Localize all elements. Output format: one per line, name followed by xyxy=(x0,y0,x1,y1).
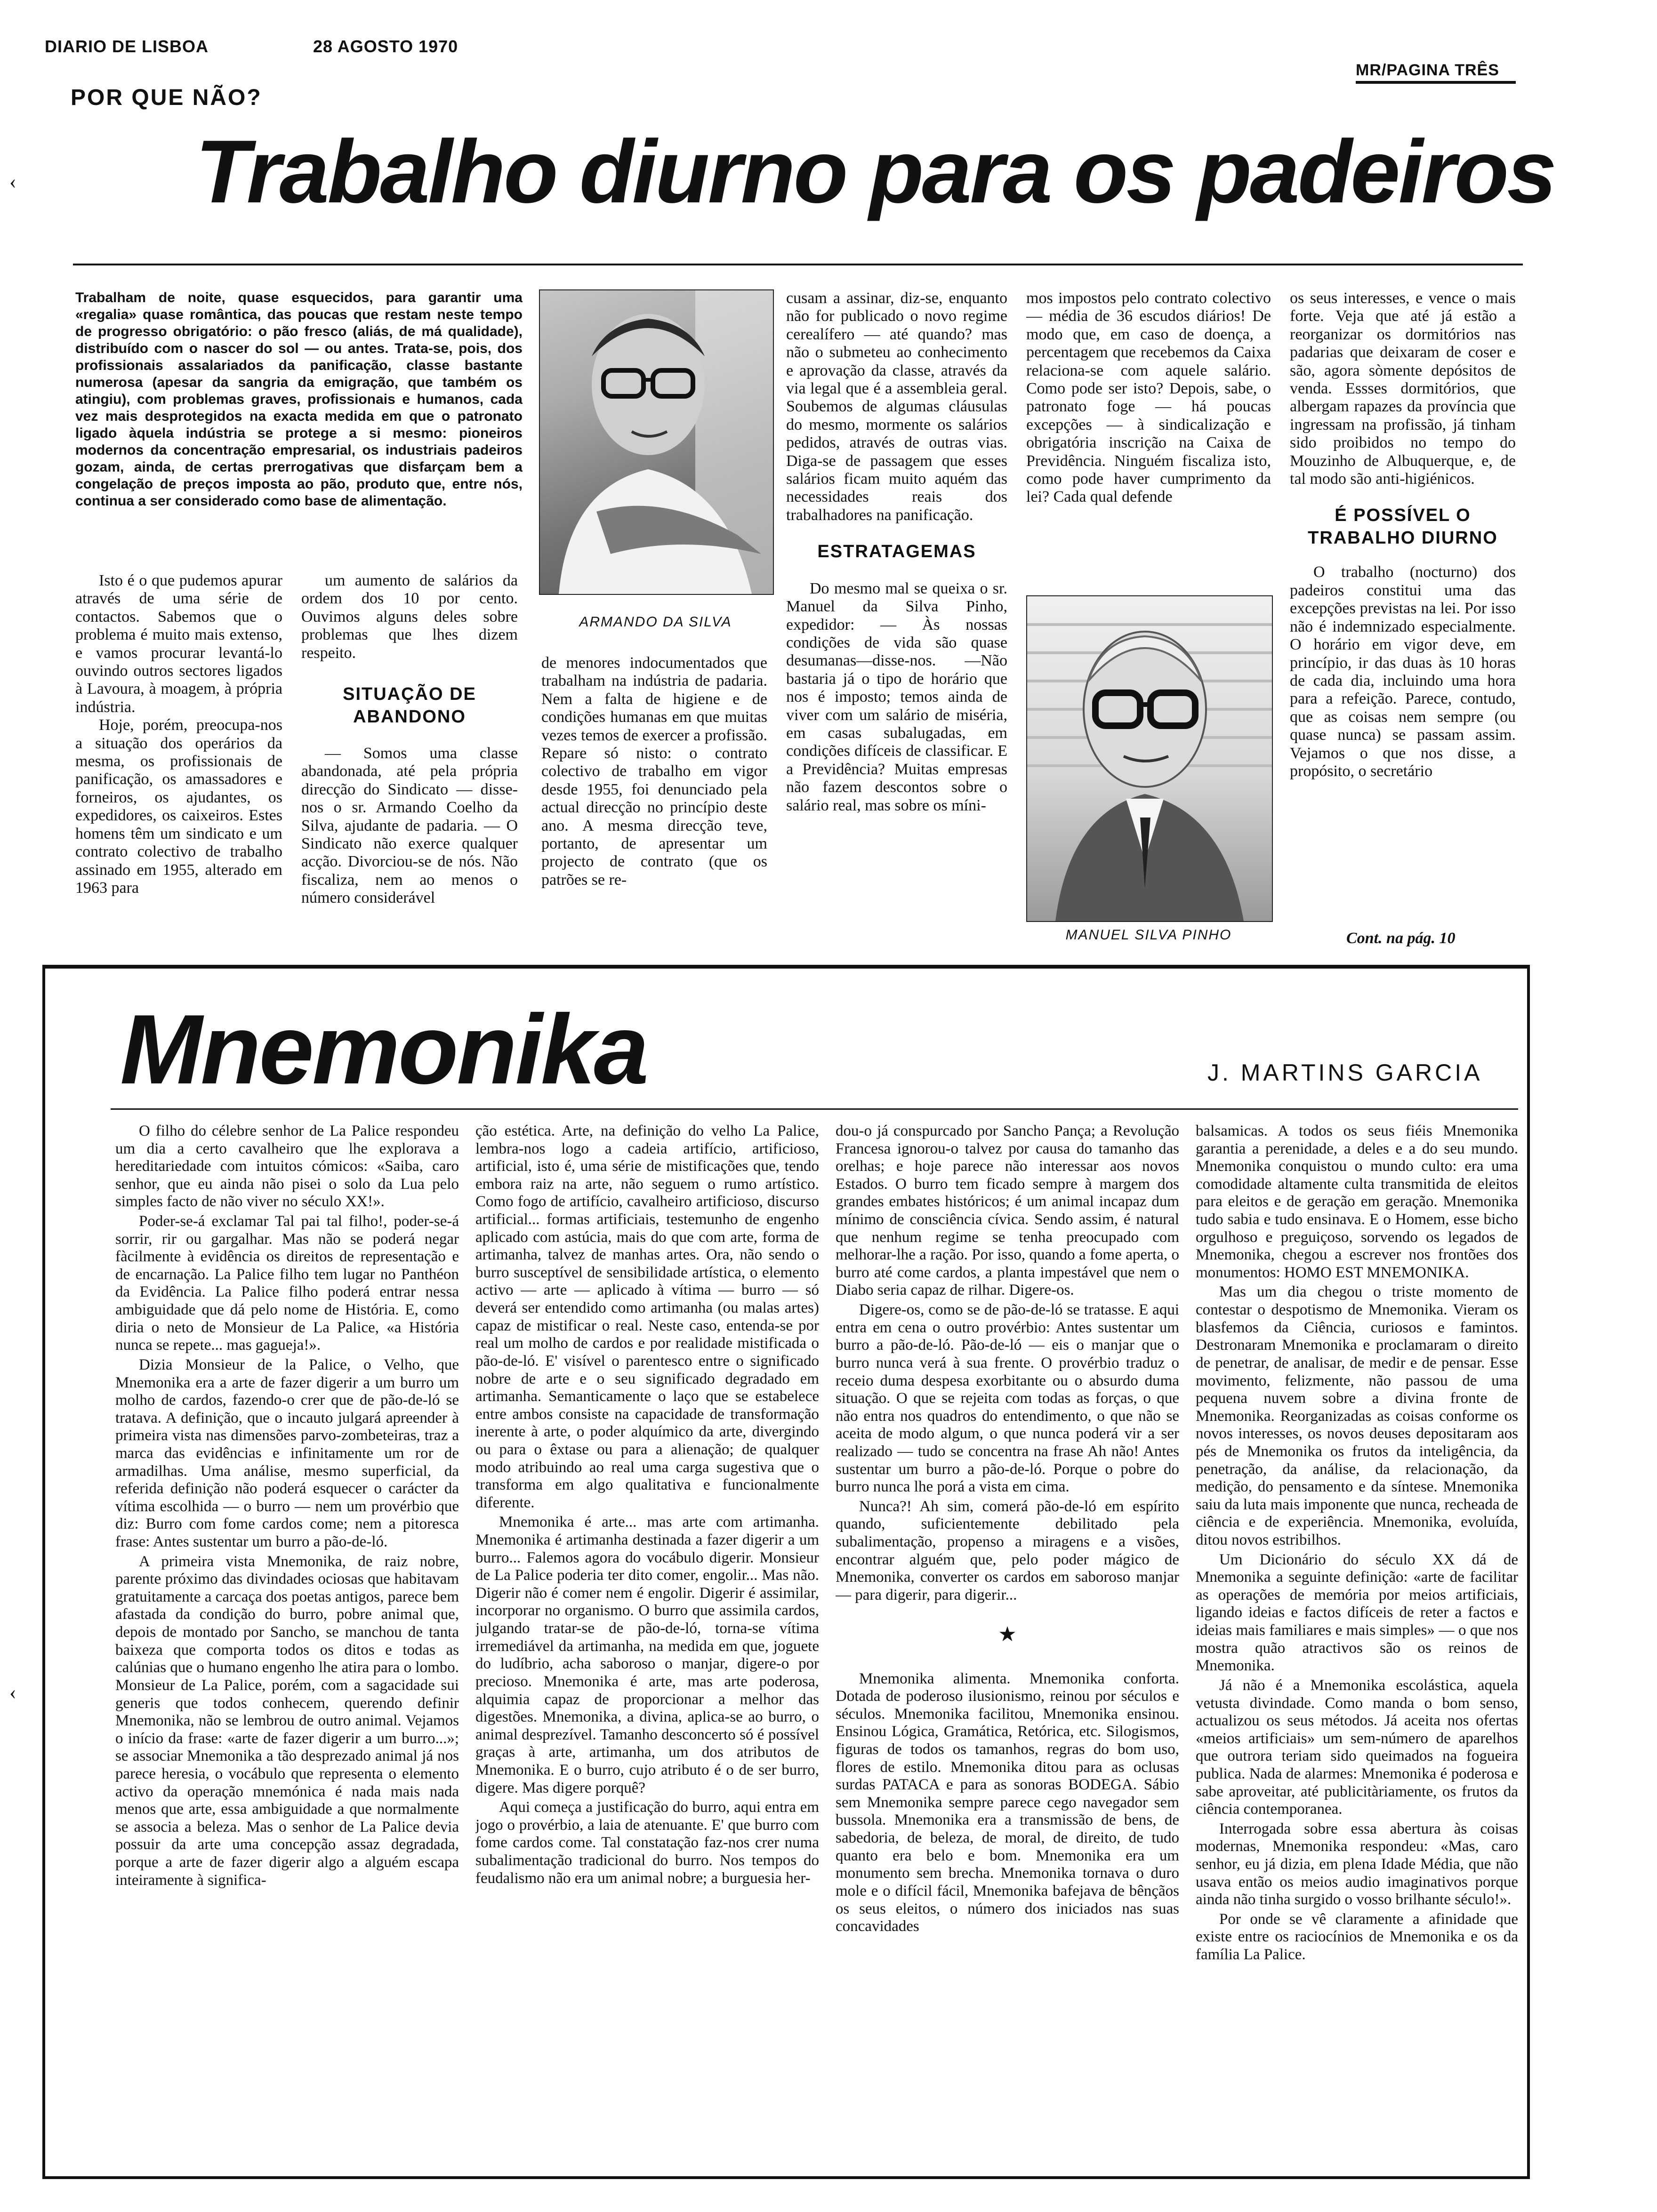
page-section: MR/PAGINA TRÊS xyxy=(1356,61,1499,79)
paper-name: DIARIO DE LISBOA xyxy=(45,37,209,56)
portrait-manuel xyxy=(1027,596,1272,921)
m-col4-p2: Mas um dia chegou o triste momento de contestar o despotismo de Mnemonika. Vieram os blasfemos da Ciência, curiosos e famintos. Destronaram Mnemonika e proclamaram o direito de penetrar, de analisar, de medir e de pensar. Esse movimento, felizmente, não passou de uma pequena nuvem sobre a divina fronte de Mnemonika. Reorganizadas as coisas conforme os novos interesses, os novos deuses depositaram aos pés de Mnemonika os frutos da inteligência, da penetração, da análise, da relacionação, da medição, do pensamento e da síntese. Mnemonika saiu da luta mais imponente que nunca, recheada de ciência e de experiência. Mnemonika, evoluída, ditou novos estribilhos. xyxy=(1196,1283,1518,1549)
subhead-estratagemas: ESTRATAGEMAS xyxy=(817,542,976,562)
m-col1-p1: O filho do célebre senhor de La Palice respondeu um dia a certo cavalheiro que lhe explorava a hereditariedade com intuitos cómicos: «Saiba, caro senhor, que eu ainda não pisei o solo da Lua pelo simples facto de não viver no século XX!». xyxy=(115,1122,459,1210)
continued-note: Cont. na pág. 10 xyxy=(1346,930,1456,947)
mnemonika-col4 xyxy=(1196,1122,1518,2163)
col2b-text: — Somos uma classe abandonada, até pela própria direcção do Sindicato — disse-nos o sr. Armando Coelho da Silva, ajudante de padaria. — O Sindicato não exerce qualquer acção. Divorciou-se de nós. Não fiscaliza, nem ao menos o número considerável xyxy=(301,745,518,907)
mnemonika-rule xyxy=(111,1108,1518,1110)
m-col2-p3: Aqui começa a justificação do burro, aqui entra em jogo o provérbio, a laia de atenuante. E' que burro com fome cardos come. Tal constatação faz-nos crer numa subalimentação tradicional do burro. Nos tempos do feudalismo não era um animal nobre; a burguesia her- xyxy=(475,1799,819,1887)
m-col4-p6: Por onde se vê claramente a afinidade que existe entre os raciocínios de Mnemonika e os da família La Palice. xyxy=(1196,1910,1518,1964)
mnemonika-col3 xyxy=(836,1122,1179,2163)
article1-col2 xyxy=(301,572,518,958)
col1b-text: Hoje, porém, preocupa-nos a situação dos operários da mesma, os profissionais de panificação, os amassadores e forneiros, os ajudantes, os expedidores, os caixeiros. Estes homens têm um sindicato e um contrato colectivo de trabalho assinado em 1955, alterado em 1963 para xyxy=(75,716,282,897)
side-arrow-icon: ‹ xyxy=(9,1681,16,1704)
caption-manuel: MANUEL SILVA PINHO xyxy=(1065,927,1232,943)
article1-col4 xyxy=(786,289,1007,958)
portrait-armando xyxy=(540,290,773,594)
m-col3-p3: Nunca?! Ah sim, comerá pão-de-ló em espírito quando, suficientemente debilitado pela subalimentação, propenso a miragens e a visões, encontrar alguém que, pelo poder mágico de Mnemonika, converter os cardos em saboroso manjar — para digerir, para digerir... xyxy=(836,1498,1179,1603)
cursor-arrow-icon: ‹ xyxy=(9,170,16,193)
mnemonika-frame-bottom xyxy=(42,2176,1530,2179)
col6-text: O trabalho (nocturno) dos padeiros constitui uma das excepções previstas na lei. Por isso não é indemnizado especialmente. O horário em vigor deve, em princípio, ir das duas às 10 horas de cada dia, incluindo uma hora para a refeição. Parece, contudo, que as coisas nem sempre (ou quase nunca) se passam assim. Vejamos o que nos disse, a propósito, o secretário xyxy=(1290,563,1516,780)
byline: J. MARTINS GARCIA xyxy=(1207,1059,1483,1086)
m-col1-p3: Dizia Monsieur de la Palice, o Velho, que Mnemonika era a arte de fazer digerir a um burro um molho de cardos, fazendo-o crer que de pão-de-ló se tratava. A definição, que o incauto julgará apreender à primeira vista nas dimensões parvo-zombeteiras, traz a marca das evidências e infinitamente um ror de armadilhas. Uma análise, mesmo superficial, da referida definição não poderá esquecer o carácter da vítima escolhida — o burro — nem um provérbio que diz: Burro com fome cardos come; nem a pitoresca frase: Antes sustentar um burro a pão-de-ló. xyxy=(115,1356,459,1551)
m-col1-p2: Poder-se-á exclamar Tal pai tal filho!, poder-se-á sorrir, rir ou gargalhar. Mas não se poderá negar fàcilmente à evidência os direitos de representação e de encarnação. La Palice filho tem lugar no Panthéon da Evidência. La Palice filho poderá entrar nessa ambiguidade que dá pelo nome de História. E, como diria o neto de Monsieur de La Palice, «a História nunca se repete... mas gagueja!». xyxy=(115,1213,459,1354)
m-col4-p5: Interrogada sobre essa abertura às coisas modernas, Mnemonika respondeu: «Mas, caro senhor, eu já dizia, em plena Idade Média, que não usava então os meios audio imaginativos porque ainda não tinha surgido o vosso brilhante século!». xyxy=(1196,1820,1518,1908)
col6top-text: os seus interesses, e vence o mais forte. Veja que até já estão a reorganizar os dormitórios nas padarias que deixaram de coser e são, agora sòmente depósitos de venda. Essses dormitórios, que albergam rapazes da província que ingressam na profissão, já tinham sido proibidos no tempo do Mouzinho de Albuquerque, e, de tal modo são anti-higiénicos. xyxy=(1290,289,1516,488)
lead-paragraph: Trabalham de noite, quase esquecidos, para garantir uma «regalia» quase romântica, das poucas que restam neste tempo de progresso obrigatório: o pão fresco (aliás, de má qualidade), distribuído com o nascer do sol — ou antes. Trata-se, pois, dos profissionais assalariados da panificação, classe bastante numerosa (apesar da sangria da emigração, que também os atingiu), com problemas graves, profissionais e humanos, cada vez mais desprotegidos na exacta medida em que o patronato ligado àquela indústria se protege a si mesmo: pioneiros modernos da concentração empresarial, os industriais padeiros gozam, ainda, de certas prerrogativas que disfarçam bem a congelação de preços imposta ao pão, produto que, entre nós, continua a ser considerado como base de alimentação. xyxy=(75,290,523,509)
article1-col6 xyxy=(1290,289,1516,948)
kicker: POR QUE NÃO? xyxy=(71,85,262,110)
m-col4-p4: Já não é a Mnemonika escolástica, aquela vetusta divindade. Como manda o bom senso, actualizou os seus métodos. Já aceita nos ofertas «meios artificiais» um sem-número de aparelhos que outrora teriam sido queimados na fogueira publica. Nada de alarmes: Mnemonika é poderosa e sabe aproveitar, até publicitàriamente, os frutos da ciência contemporanea. xyxy=(1196,1676,1518,1818)
m-col2-p2: Mnemonika é arte... mas arte com artimanha. Mnemonika é artimanha destinada a fazer digerir a um burro... Falemos agora do vocábulo digerir. Monsieur de La Palice poderia ter dito comer, engolir... Mas não. Digerir não é comer nem é engolir. Digerir é assimilar, incorporar no organismo. O burro que assimila cardos, julgando tratar-se de pão-de-ló, torna-se vítima irremediável da artimanha, na medida em que, joguete do ludíbrio, acha saboroso o manjar, digere-o por precioso. Mnemonika é arte, mas arte poderosa, alquimia capaz de proporcionar a melhor das digestões. Mnemonika, a divina, aplica-se ao burro, o animal desprezível. Tamanho desconcerto só é possível graças à arte, artimanha, um dos atributos de Mnemonika. E o burro, cujo atributo é o de ser burro, digere. Mas digere porquê? xyxy=(475,1514,819,1796)
m-col4-p1: balsamicas. A todos os seus fiéis Mnemonika garantia a perenidade, a deles e a do seu mundo. Mnemonika conquistou o mundo culto: era uma comodidade altamente culta transmitida de eleitos para eleitos e de geração em geração. Mnemonika tudo sabia e tudo ensinava. E o Homem, esse bicho orgulhoso e preguiçoso, sorvendo os legados de Mnemonika, chegou a escrever nos frontões dos monumentos: HOMO EST MNEMONIKA. xyxy=(1196,1122,1518,1281)
photo-armando xyxy=(539,289,774,595)
photo-manuel xyxy=(1026,595,1273,922)
mnemonika-frame-right xyxy=(1527,965,1530,2179)
caption-armando: ARMANDO DA SILVA xyxy=(579,614,732,630)
subhead-possivel: É POSSÍVEL O TRABALHO DIURNO xyxy=(1308,505,1498,548)
headline-padeiros: Trabalho diurno para os padeiros xyxy=(195,122,1555,222)
mnemonika-col1 xyxy=(115,1122,459,2163)
m-col4-p3: Um Dicionário do século XX dá de Mnemonika a seguinte definição: «arte de facilitar as operações de memória por meios artificiais, ligando ideias e factos difíceis de reter a factos e ideias mais familiares e mais simples» — o que nos mostra quão atractivos são os reinos de Mnemonika. xyxy=(1196,1551,1518,1675)
col4-text: Do mesmo mal se queixa o sr. Manuel da Silva Pinho, expedidor: — Às nossas condições de vida são quase desumanas—disse-nos. —Não bastaria já o tipo de horário que nos é imposto; temos ainda de viver com um salário de miséria, em casas subalugadas, em condições difíceis de classificar. E a Previdência? Muitas empresas não fazem descontos sobre o salário real, mas sobre os míni- xyxy=(786,579,1007,814)
masthead-rule xyxy=(1356,81,1516,84)
col5top-text: mos impostos pelo contrato colectivo — média de 36 escudos diários! De modo que, em caso de doença, a percentagem que recebemos da Caixa relaciona-se com aquele salário. Como pode ser isto? Depois, sabe, o patronato foge — há poucas excepções — à sindicalização e obrigatória inscrição na Caixa de Previdência. Ninguém fiscaliza isto, como pode haver cumprimento da lei? Cada qual defende xyxy=(1026,289,1271,506)
article1-col1 xyxy=(75,572,282,958)
article-divider xyxy=(42,965,1530,969)
col1-text: Isto é o que pudemos apurar através de uma série de contactos. Sabemos que o problema é muito mais extenso, e vamos procurar levantá-lo ouvindo outros sectores ligados à Lavoura, à moagem, à própria indústria. xyxy=(75,572,282,716)
col2-text: um aumento de salários da ordem dos 10 por cento. Ouvimos alguns deles sobre problemas que lhes dizem respeito. xyxy=(301,572,518,662)
m-col3-p4: Mnemonika alimenta. Mnemonika conforta. Dotada de poderoso ilusionismo, reinou por séculos e séculos. Mnemonika facilitou, Mnemonika ensinou. Ensinou Lógica, Gramática, Retórica, etc. Silogismos, figuras de todos os tamanhos, regras do bom uso, flores de estilo. Mnemonika ditou para as oclusas surdas PATACA e para as sonoras BODEGA. Sábio sem Mnemonika sempre parece cego navegador sem bussola. Mnemonika era a transmissão de bens, de sabedoria, de beleza, de moral, de direito, de tudo quanto era belo e bom. Mnemonika era um monumento sem brecha. Mnemonika tornava o duro mole e o difícil fácil, Mnemonika bafejava de bênçãos os seus eleitos, o número dos iniciados nas suas concavidades xyxy=(836,1670,1179,1935)
m-col1-p4: A primeira vista Mnemonika, de raiz nobre, parente próximo das divindades ociosas que habitavam gratuitamente a carcaça dos poetas antigos, parece bem afastada da condição do burro, pobre animal que, depois de montado por Sancho, se manchou de tanta baixeza que comporta todos os ditos e todas as calúnias que o humano engenho lhe atira para o lombo. Monsieur de La Palice, porém, com a sagacidade sui generis que todos conhecem, querendo definir Mnemonika, não se lembrou de outro animal. Vejamos o início da frase: «arte de fazer digerir a um burro...»; se associar Mnemonika a tão desprezado animal já nos parece heresia, o vocábulo que representa o elemento activo da operação mnemónica é nada mais nada menos que arte, essa ambiguidade a que normalmente se associa a beleza. Mas o senhor de La Palice devia possuir da arte uma concepção assaz degradada, porque a arte de fazer digerir algo a alguém escapa inteiramente à significa- xyxy=(115,1553,459,1889)
issue-date: 28 AGOSTO 1970 xyxy=(313,37,458,56)
col3-text: de menores indocumentados que trabalham na indústria de padaria. Nem a falta de higiene e de condições humanas em que muitas vezes temos de exercer a profissão. Repare só nisto: o contrato colectivo de trabalho em vigor desde 1955, foi denunciado pela actual direcção no princípio deste ano. A mesma direcção teve, portanto, de apresentar um projecto de contrato (que os patrões se re- xyxy=(541,654,767,889)
headline-mnemonika: Mnemonika xyxy=(120,994,647,1105)
article1-col3 xyxy=(541,654,767,960)
col4top-text: cusam a assinar, diz-se, enquanto não for publicado o novo regime cerealífero — até quando? mas não o submeteu ao conhecimento e aprovação da classe, através da via legal que é a assembleia geral. Soubemos de algumas cláusulas do mesmo, mormente os salários pedidos, através de outras vias. Diga-se de passagem que esses salários ficam muito aquém das necessidades reais dos trabalhadores na panificação. xyxy=(786,289,1007,524)
m-col3-p2: Digere-os, como se de pão-de-ló se tratasse. E aqui entra em cena o outro provérbio: Antes sustentar um burro a pão-de-ló. Pão-de-ló — eis o manjar que o burro nunca verá à sua frente. O provérbio traduz o receio duma despesa exorbitante ou o absurdo duma situação. O que se rejeita com todas as forças, o que não entra nos quadros do entendimento, o que não se aceita de modo algum, o que nunca poderá vir a ser realizado — tudo se concentra na frase Ah não! Antes sustentar um burro a pão-de-ló. Porque o pobre do burro nunca lhe porá a vista em cima. xyxy=(836,1301,1179,1496)
m-col3-p1: dou-o já conspurcado por Sancho Pança; a Revolução Francesa ignorou-o talvez por causa do tamanho das orelhas; e hoje parece não interessar aos novos Estados. O burro tem ficado sempre à margem dos grandes embates históricos; é um animal incapaz dum mínimo de consciência cívica. Sendo assim, é natural que nenhum regime se tenha preocupado com melhorar-lhe a ração. Por isso, quando a fome aperta, o burro até come cardos, a planta impestável que nem o Diabo seria capaz de rilhar. Digere-os. xyxy=(836,1122,1179,1299)
headline-rule xyxy=(73,264,1523,265)
mnemonika-col2 xyxy=(475,1122,819,2163)
m-col2-p1: ção estética. Arte, na definição do velho La Palice, lembra-nos logo a cadeia artifício, artificioso, artificial, isto é, uma série de mistificações que, tendo embora raiz na arte, não seguem o rumo artístico. Como fogo de artifício, cavalheiro artificioso, discurso artificial... formas artificiais, testemunho de engenho aplicado com astúcia, mais do que com arte, forma de artimanha, talvez de manhas artes. Ora, não sendo o burro susceptível de sensibilidade artística, o elemento activo — arte — aplicado à vítima — burro — só deverá ser entendido como artimanha (ou malas artes) capaz de mistificar o real. Neste caso, entenda-se por real um molho de cardos e por realidade mistificada o pão-de-ló. E' visível o parentesco entre o significado nobre de arte e o seu significado degradado em artimanha. Semanticamente o laço que se estabelece entre ambos consiste na capacidade de transformação inerente à arte, o poder alquímico da arte, divergindo ou para o êxtase ou para a alienação; de qualquer modo atribuindo ao real uma carga sugestiva que o transforma em algo qualitativa e funcionalmente diferente. xyxy=(475,1122,819,1511)
subhead-abandono: SITUAÇÃO DE ABANDONO xyxy=(343,684,476,727)
star-separator: ★ xyxy=(998,1623,1017,1646)
article1-col5 xyxy=(1026,289,1271,572)
mnemonika-frame-left xyxy=(42,965,45,2179)
